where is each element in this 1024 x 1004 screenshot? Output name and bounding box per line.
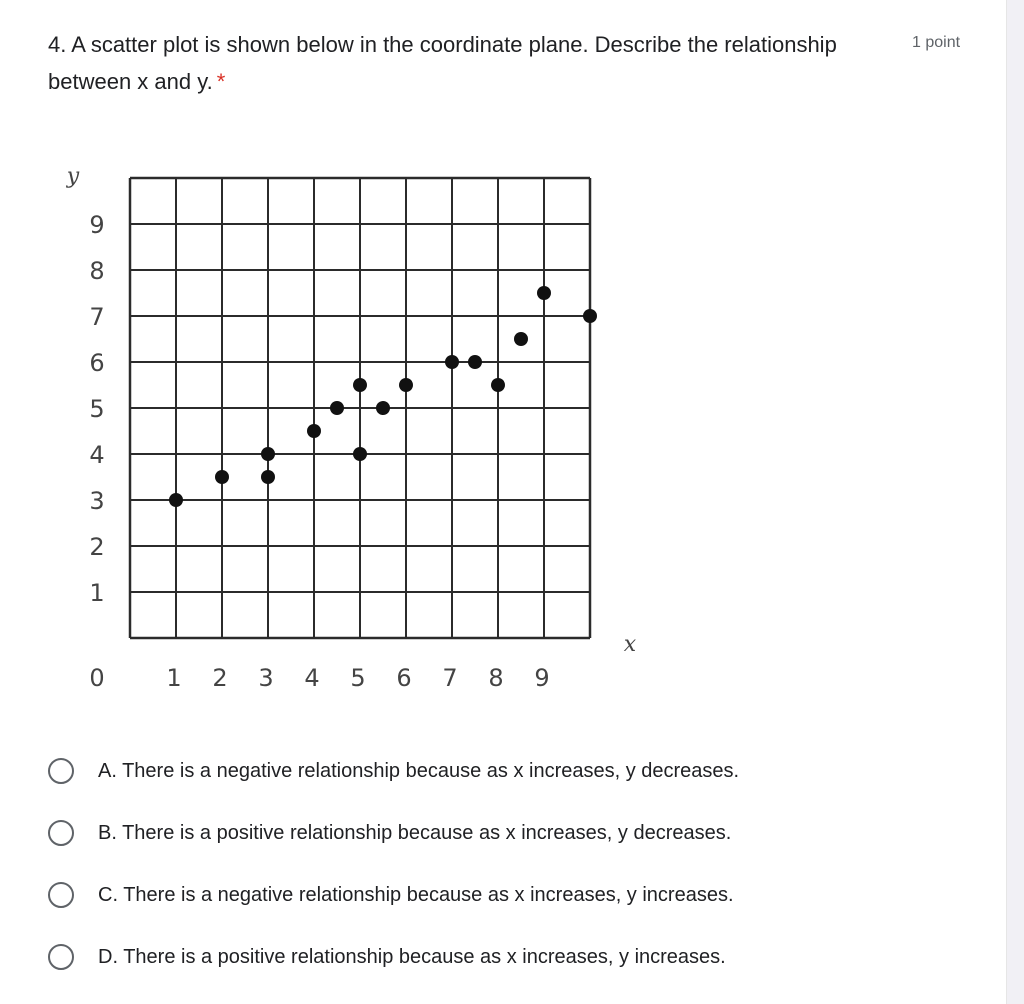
data-point xyxy=(169,493,183,507)
radio-button-a[interactable] xyxy=(48,758,74,784)
radio-button-b[interactable] xyxy=(48,820,74,846)
option-a[interactable] xyxy=(48,740,988,802)
y-tick-label: 6 xyxy=(89,349,105,377)
data-point xyxy=(330,401,344,415)
y-tick-label: 3 xyxy=(89,487,105,515)
option-d[interactable] xyxy=(48,926,988,988)
y-tick-label: 8 xyxy=(89,257,105,285)
data-point xyxy=(468,355,482,369)
x-tick-label: 7 xyxy=(442,664,458,692)
option-c-label: C. There is a negative relationship because as x increases, y increases. xyxy=(98,883,734,906)
data-point xyxy=(376,401,390,415)
y-tick-label: 4 xyxy=(89,441,105,469)
y-axis-label: y xyxy=(66,164,80,189)
data-point xyxy=(445,355,459,369)
data-point xyxy=(215,470,229,484)
question-title xyxy=(48,26,868,100)
scatter-plot xyxy=(55,155,655,700)
data-point xyxy=(537,286,551,300)
x-tick-label: 8 xyxy=(488,664,504,692)
y-tick-label: 5 xyxy=(89,395,105,423)
x-axis-label: x xyxy=(623,632,637,657)
data-point xyxy=(307,424,321,438)
question-text: 4. A scatter plot is shown below in the coordinate plane. Describe the relationship between x and y. xyxy=(48,32,837,94)
y-tick-label: 2 xyxy=(89,533,105,561)
data-point xyxy=(514,332,528,346)
option-b-label: B. There is a positive relationship because as x increases, y decreases. xyxy=(98,821,732,844)
points-label: 1 point xyxy=(912,34,961,51)
x-tick-label: 3 xyxy=(258,664,274,692)
y-tick-label: 9 xyxy=(89,211,105,239)
answer-options xyxy=(48,740,988,988)
data-point xyxy=(399,378,413,392)
scatter-plot-svg xyxy=(55,155,655,700)
option-b[interactable] xyxy=(48,802,988,864)
origin-label: 0 xyxy=(89,664,105,692)
x-tick-label: 9 xyxy=(534,664,550,692)
x-tick-label: 2 xyxy=(212,664,228,692)
data-point xyxy=(261,447,275,461)
data-point xyxy=(353,447,367,461)
required-asterisk: * xyxy=(216,69,226,94)
x-tick-label: 4 xyxy=(304,664,320,692)
x-tick-label: 1 xyxy=(166,664,182,692)
x-tick-label: 6 xyxy=(396,664,412,692)
data-point xyxy=(353,378,367,392)
y-tick-label: 7 xyxy=(89,303,105,331)
data-point xyxy=(491,378,505,392)
data-point xyxy=(583,309,597,323)
data-point xyxy=(261,470,275,484)
option-c[interactable] xyxy=(48,864,988,926)
page-background-strip xyxy=(1007,0,1024,1004)
option-d-label: D. There is a positive relationship because as x increases, y increases. xyxy=(98,945,726,968)
radio-button-c[interactable] xyxy=(48,882,74,908)
option-a-label: A. There is a negative relationship because as x increases, y decreases. xyxy=(98,759,740,782)
x-tick-label: 5 xyxy=(350,664,366,692)
y-tick-label: 1 xyxy=(89,579,105,607)
radio-button-d[interactable] xyxy=(48,944,74,970)
